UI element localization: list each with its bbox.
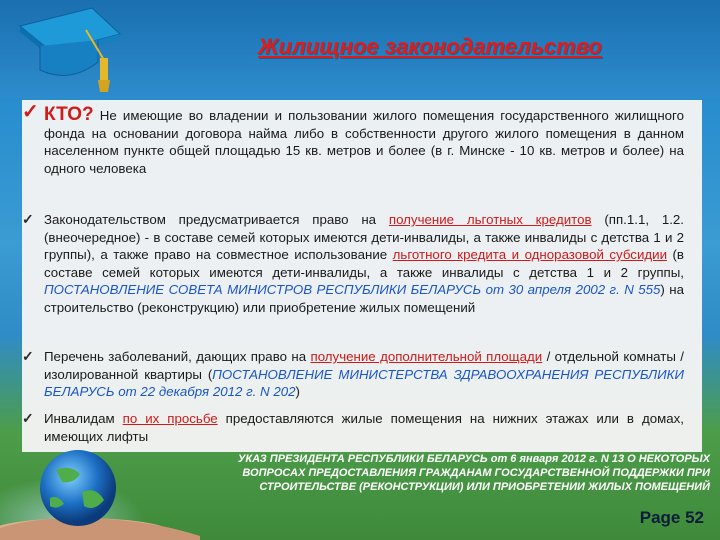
item-text: Инвалидам	[44, 411, 123, 426]
content-card	[22, 100, 702, 452]
kto-label: КТО?	[44, 104, 94, 125]
link-preferential-credits[interactable]: получение льготных кредитов	[388, 212, 592, 227]
globe-in-hand-icon	[0, 440, 210, 540]
graduation-cap-icon	[0, 0, 130, 98]
item-text: Законодательством предусматривается право на	[44, 212, 389, 227]
link-by-request[interactable]: по их просьбе	[122, 411, 218, 426]
decree-reference: УКАЗ ПРЕЗИДЕНТА РЕСПУБЛИКИ БЕЛАРУСЬ от 6 января 2012 г. N 13 О НЕКОТОРЫХ ВОПРОСАХ ПРЕДОСТАВЛЕНИЯ ГРАЖДАНАМ ГОСУДАРСТВЕННОЙ ПОДДЕРЖКИ ПРИ СТРОИТЕЛЬСТВЕ (РЕКОНСТРУКЦИИ) ИЛИ ПРИОБРЕТЕНИИ ЖИЛЫХ ПОМЕЩЕНИЙ	[237, 453, 710, 493]
check-icon: ✓	[22, 348, 34, 364]
check-icon: ✓	[22, 101, 39, 123]
page-title: Жилищное законодательство	[258, 34, 602, 59]
item-text: (пп.1.1, 1.2. (внеочередное) - в составе семей которых имеются дети-инвалиды, а также инвалиды с детства 1 и 2 группы), а также право на совместное использование	[44, 212, 684, 262]
item-text: (в составе семей которых имеются дети-инвалиды, а также инвалиды с детства 1 и 2 группы,	[44, 247, 684, 280]
link-additional-area[interactable]: получение дополнительной площади	[310, 349, 543, 364]
item-text: / отдельной комнаты / изолированной квартиры (	[44, 349, 684, 382]
item-text: Перечень заболеваний, дающих право на	[44, 349, 311, 364]
item-text: )	[295, 384, 300, 399]
reference-text: ПОСТАНОВЛЕНИЕ СОВЕТА МИНИСТРОВ РЕСПУБЛИКИ БЕЛАРУСЬ от 30 апреля 2002 г. N 555	[44, 282, 661, 297]
check-icon: ✓	[22, 211, 34, 227]
item-text: ) на строительство (реконструкцию) или приобретение жилых помещений	[44, 282, 684, 315]
reference-text: ПОСТАНОВЛЕНИЕ МИНИСТЕРСТВА ЗДРАВООХРАНЕНИЯ РЕСПУБЛИКИ БЕЛАРУСЬ от 22 декабря 2012 г. N 202	[44, 366, 685, 399]
page-number: Page 52	[639, 508, 704, 527]
item-text: Не имеющие во владении и пользовании жилого помещения государственного жилищного фонда на основании договора найма либо в собственности другого жилого помещения в данном населенном пункте общей площадью 15 кв. метров и более (в г. Минске - 10 кв. метров и более) на одного человека	[44, 108, 685, 176]
link-credit-and-subsidy[interactable]: льготного кредита и одноразовой субсидии	[392, 247, 667, 262]
item-text: предоставляются жилые помещения на нижних этажах или в домах, имеющих лифты	[44, 411, 684, 444]
check-icon: ✓	[22, 410, 34, 426]
